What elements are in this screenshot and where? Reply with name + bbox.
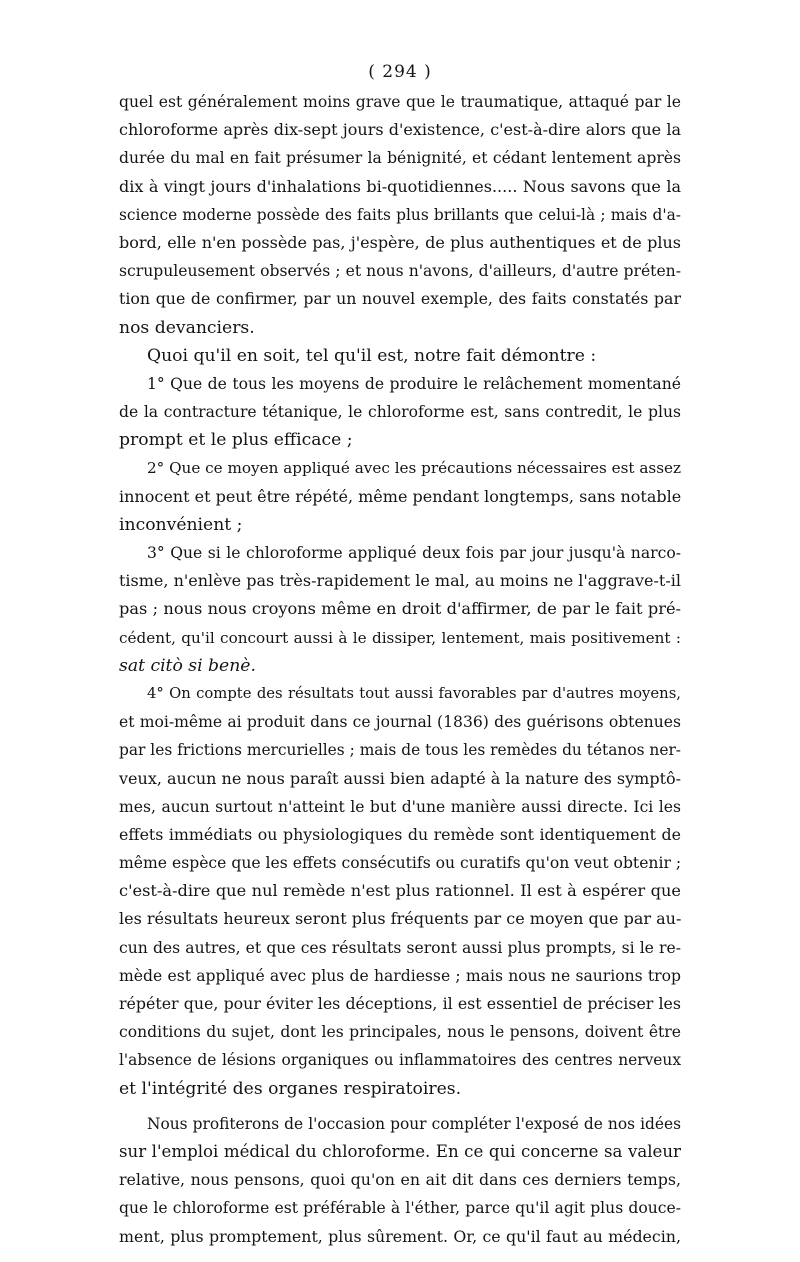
text-line: dix à vingt jours d'inhalations bi-quotidiennes..... Nous savons que la: [119, 176, 681, 196]
text-line: inconvénient ;: [119, 514, 243, 535]
text-line: cun des autres, et que ces résultats seront aussi plus prompts, si le re-: [119, 938, 681, 957]
text-line: scrupuleusement observés ; et nous n'avons, d'ailleurs, d'autre préten-: [119, 262, 681, 281]
text-line: et l'intégrité des organes respiratoires.: [119, 1078, 462, 1099]
paragraph-gap: [119, 1103, 681, 1110]
text-line: innocent et peut être répété, même pendant longtemps, sans notable: [119, 486, 681, 506]
text-line: conditions du sujet, dont les principales, nous le pensons, doivent être: [119, 1023, 681, 1042]
text-line: et moi-même ai produit dans ce journal (1836) des guérisons obtenues: [119, 713, 681, 732]
text-line: pas ; nous nous croyons même en droit d'affirmer, de par le fait pré-: [119, 599, 681, 619]
text-line: c'est-à-dire que nul remède n'est plus rationnel. Il est à espérer que: [119, 881, 681, 901]
text-line: cédent, qu'il concourt aussi à le dissiper, lentement, mais positivement :: [119, 628, 681, 647]
text-line: mes, aucun surtout n'atteint le but d'une manière aussi directe. Ici les: [119, 797, 681, 816]
text-line: durée du mal en fait présumer la bénignité, et cédant lentement après: [119, 149, 681, 168]
text-line: l'absence de lésions organiques ou inflammatoires des centres nerveux: [119, 1051, 681, 1070]
text-line: 3° Que si le chloroforme appliqué deux fois par jour jusqu'à narco-: [147, 544, 681, 562]
text-line: 1° Que de tous les moyens de produire le relâchement momentané: [147, 374, 681, 393]
text-line: bord, elle n'en possède pas, j'espère, de plus authentiques et de plus: [119, 232, 681, 252]
text-line: 4° On compte des résultats tout aussi favorables par d'autres moyens,: [147, 684, 681, 702]
text-line: tion que de confirmer, par un nouvel exemple, des faits constatés par: [119, 289, 681, 309]
text-line: nos devanciers.: [119, 317, 255, 338]
text-line: sat citò si benè.: [119, 655, 256, 676]
text-line: ment, plus promptement, plus sûrement. Or, ce qu'il faut au médecin,: [119, 1226, 681, 1246]
text-line: que le chloroforme est préférable à l'éther, parce qu'il agit plus douce-: [119, 1199, 681, 1218]
text-line: 2° Que ce moyen appliqué avec les précautions nécessaires est assez: [147, 459, 681, 478]
text-line: quel est généralement moins grave que le traumatique, attaqué par le: [119, 93, 681, 111]
body-text: [119, 88, 681, 1251]
text-line: répéter que, pour éviter les déceptions, il est essentiel de préciser les: [119, 994, 681, 1013]
text-line: même espèce que les effets consécutifs ou curatifs qu'on veut obtenir ;: [119, 854, 681, 873]
text-line: science moderne possède des faits plus brillants que celui-là ; mais d'a-: [119, 205, 681, 224]
text-line: les résultats heureux seront plus fréquents par ce moyen que par au-: [119, 909, 681, 929]
text-line: chloroforme après dix-sept jours d'existence, c'est-à-dire alors que la: [119, 120, 681, 140]
text-line: veux, aucun ne nous paraît aussi bien adapté à la nature des symptô-: [119, 768, 681, 788]
text-line: sur l'emploi médical du chloroforme. En ce qui concerne sa valeur: [119, 1141, 681, 1161]
text-line: effets immédiats ou physiologiques du remède sont identiquement de: [119, 824, 681, 844]
text-line: de la contracture tétanique, le chloroforme est, sans contredit, le plus: [119, 403, 681, 422]
text-line: tisme, n'enlève pas très-rapidement le mal, au moins ne l'aggrave-t-il: [119, 571, 681, 591]
page-number: ( 294 ): [368, 62, 432, 82]
text-line: relative, nous pensons, quoi qu'on en ait dit dans ces derniers temps,: [119, 1170, 681, 1190]
text-line: Quoi qu'il en soit, tel qu'il est, notre fait démontre :: [147, 345, 597, 366]
text-line: par les frictions mercurielles ; mais de tous les remèdes du tétanos ner-: [119, 741, 681, 760]
text-line: Nous profiterons de l'occasion pour compléter l'exposé de nos idées: [147, 1114, 681, 1133]
text-line: mède est appliqué avec plus de hardiesse ; mais nous ne saurions trop: [119, 966, 681, 985]
text-line: prompt et le plus efficace ;: [119, 430, 353, 451]
